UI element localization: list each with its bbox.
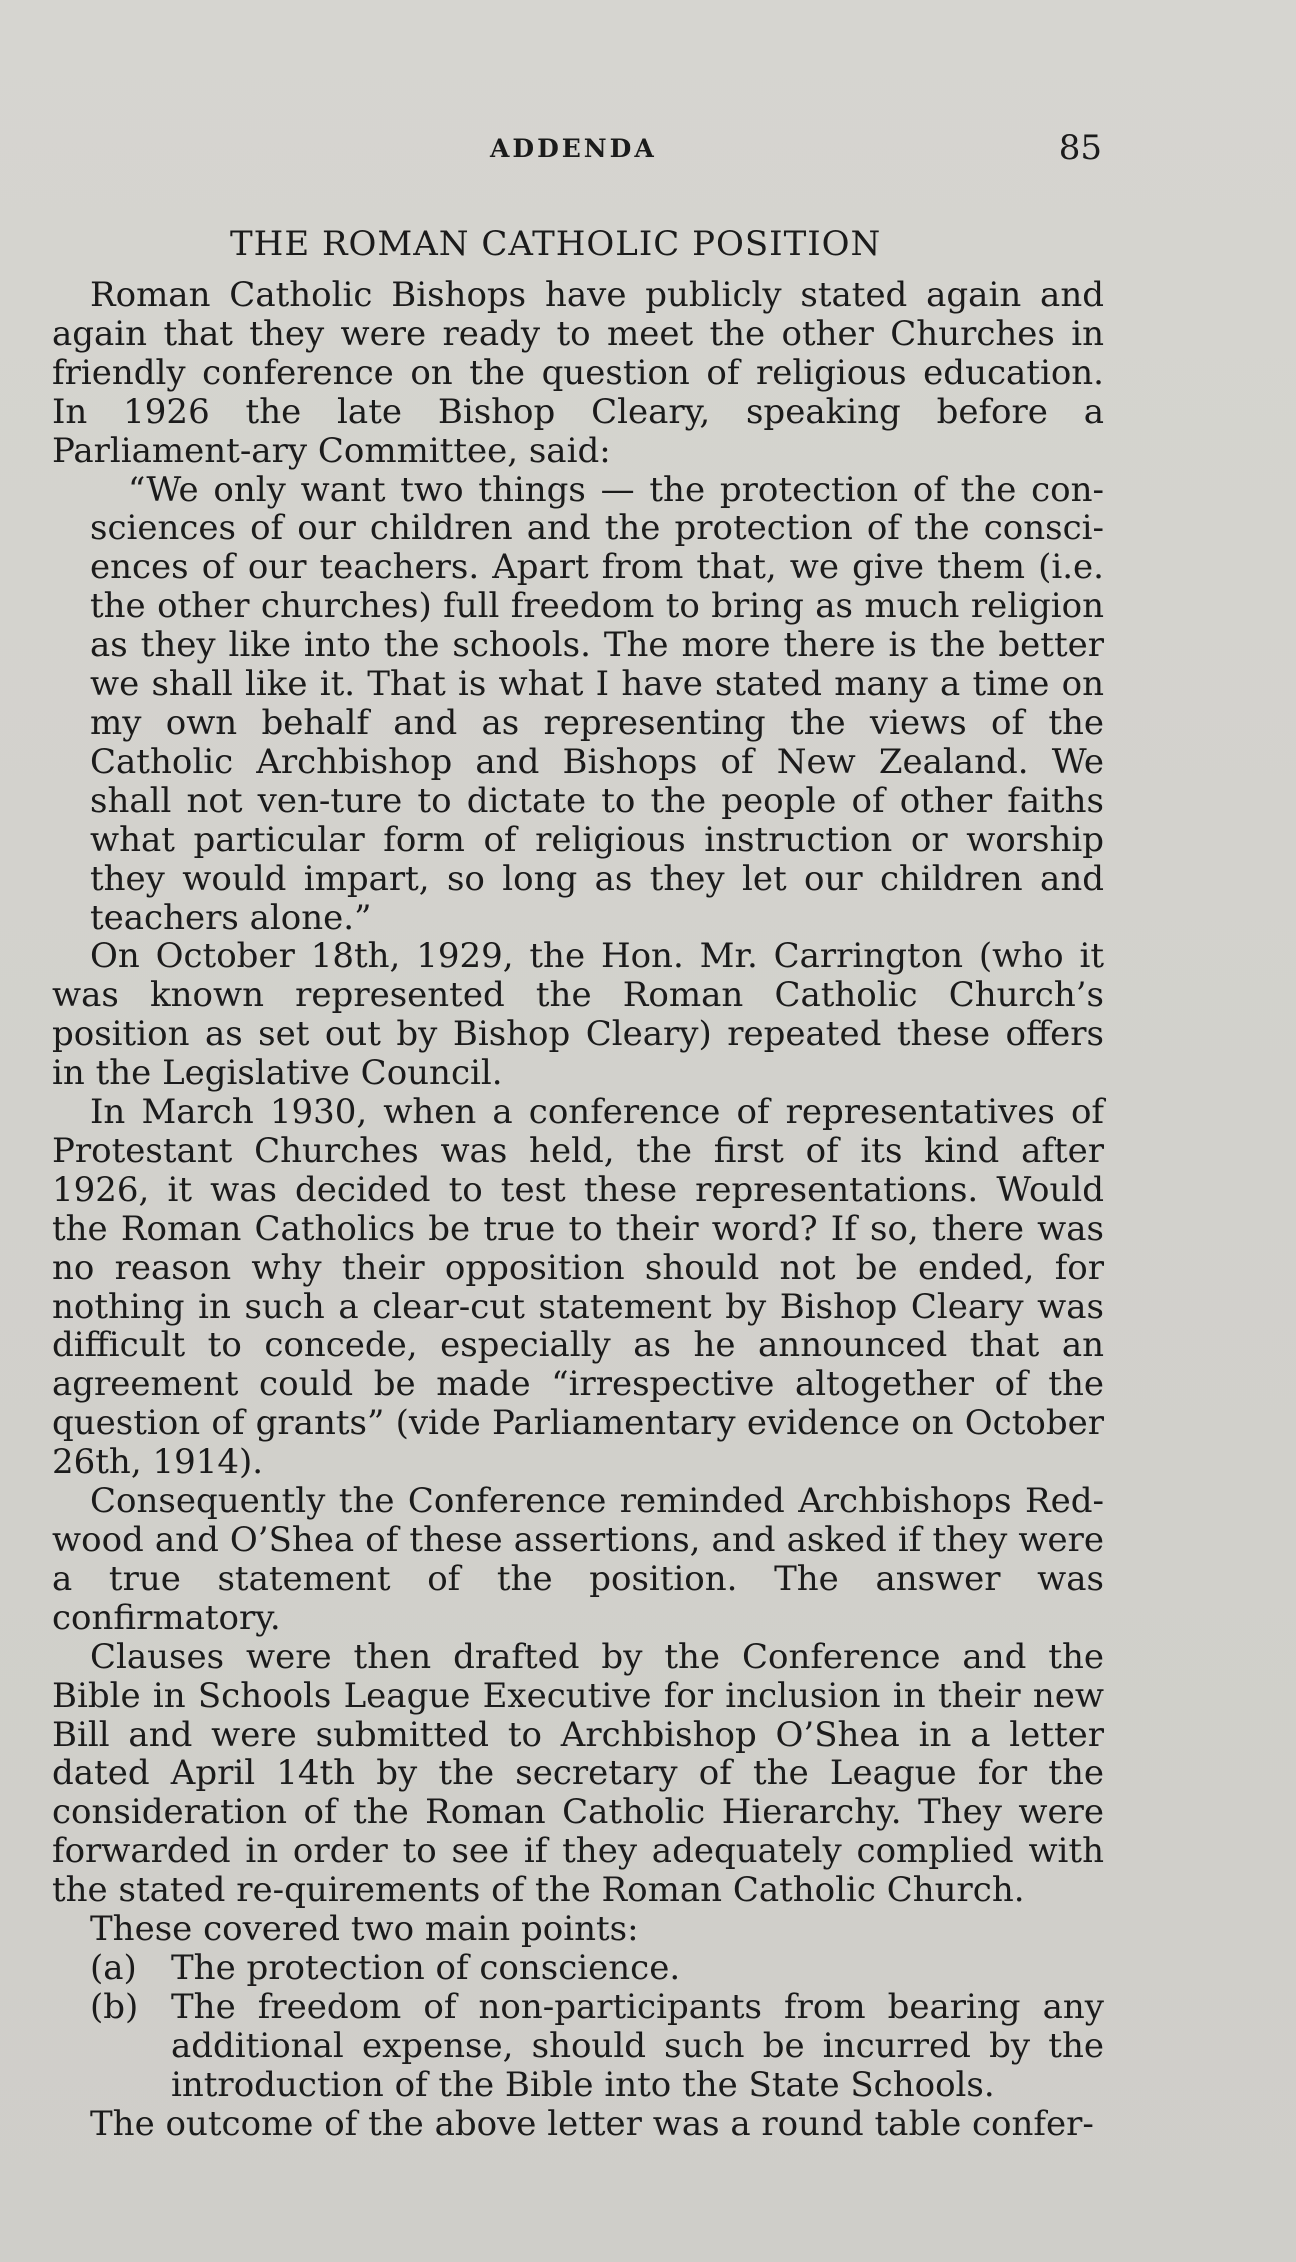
list-item-text: The protection of conscience.: [171, 1947, 681, 1988]
paragraph: In March 1930, when a conference of representatives of Protestant Churches was held, the first of its kind after 1926, it was decided to test these representations. Would the Roman Catholics be true to their word? If so, there was no reason why their opposition should not be ended, for nothing in such a clear-cut statement by Bishop Cleary was difficult to concede, especially as he announced that an agreement could be made “irrespective altogether of the question of grants” (vide Parliamentary evidence on October 26th, 1914).: [52, 1092, 1104, 1483]
list-item-text: The freedom of non-participants from bearing any additional expense, should such be incurred by the introduction of the Bible into the State Schools.: [171, 1986, 1104, 2105]
paragraph: On October 18th, 1929, the Hon. Mr. Carrington (who it was known represented the Roman Catholic Church’s position as set out by Bishop Cleary) repeated these offers in the Legislative Council.: [52, 936, 1104, 1094]
body-text: [52, 276, 1104, 2144]
paragraph: Clauses were then drafted by the Conference and the Bible in Schools League Executive for inclusion in their new Bill and were submitted to Archbishop O’Shea in a letter dated April 14th by the secretary of the League for the consideration of the Roman Catholic Hierarchy. They were forwarded in order to see if they adequately complied with the stated re-quirements of the Roman Catholic Church.: [52, 1636, 1104, 1911]
paragraph: Roman Catholic Bishops have publicly stated again and again that they were ready to meet the other Churches in friendly conference on the question of religious education. In 1926 the late Bishop Cleary, speaking before a Parliament-ary Committee, said:: [52, 275, 1104, 471]
running-head: ADDENDA: [490, 134, 657, 163]
page-number: 85: [1058, 128, 1102, 168]
list-item-label: (b): [90, 1986, 139, 2027]
list-item-label: (a): [90, 1947, 137, 1988]
section-title: THE ROMAN CATHOLIC POSITION: [230, 224, 882, 264]
block-quote: “We only want two things — the protection of the con-sciences of our children and the protection of the consci-ences of our teachers. Apart from that, we give them (i.e. the other churches) full freedom to bring as much religion as they like into the schools. The more there is the better we shall like it. That is what I have stated many a time on my own behalf and as representing the views of the Catholic Archbishop and Bishops of New Zealand. We shall not ven-ture to dictate to the people of other faiths what particular form of religious instruction or worship they would impart, so long as they let our children and teachers alone.”: [90, 469, 1104, 938]
paragraph: Consequently the Conference reminded Archbishops Red-wood and O’Shea of these assertions, and asked if they were a true statement of the position. The answer was confirmatory.: [52, 1481, 1104, 1638]
list-item: [52, 1949, 1104, 1988]
list-intro: These covered two main points:: [90, 1909, 639, 1950]
list-item: [52, 1988, 1104, 2105]
paragraph: The outcome of the above letter was a round table confer-: [90, 2103, 1094, 2144]
